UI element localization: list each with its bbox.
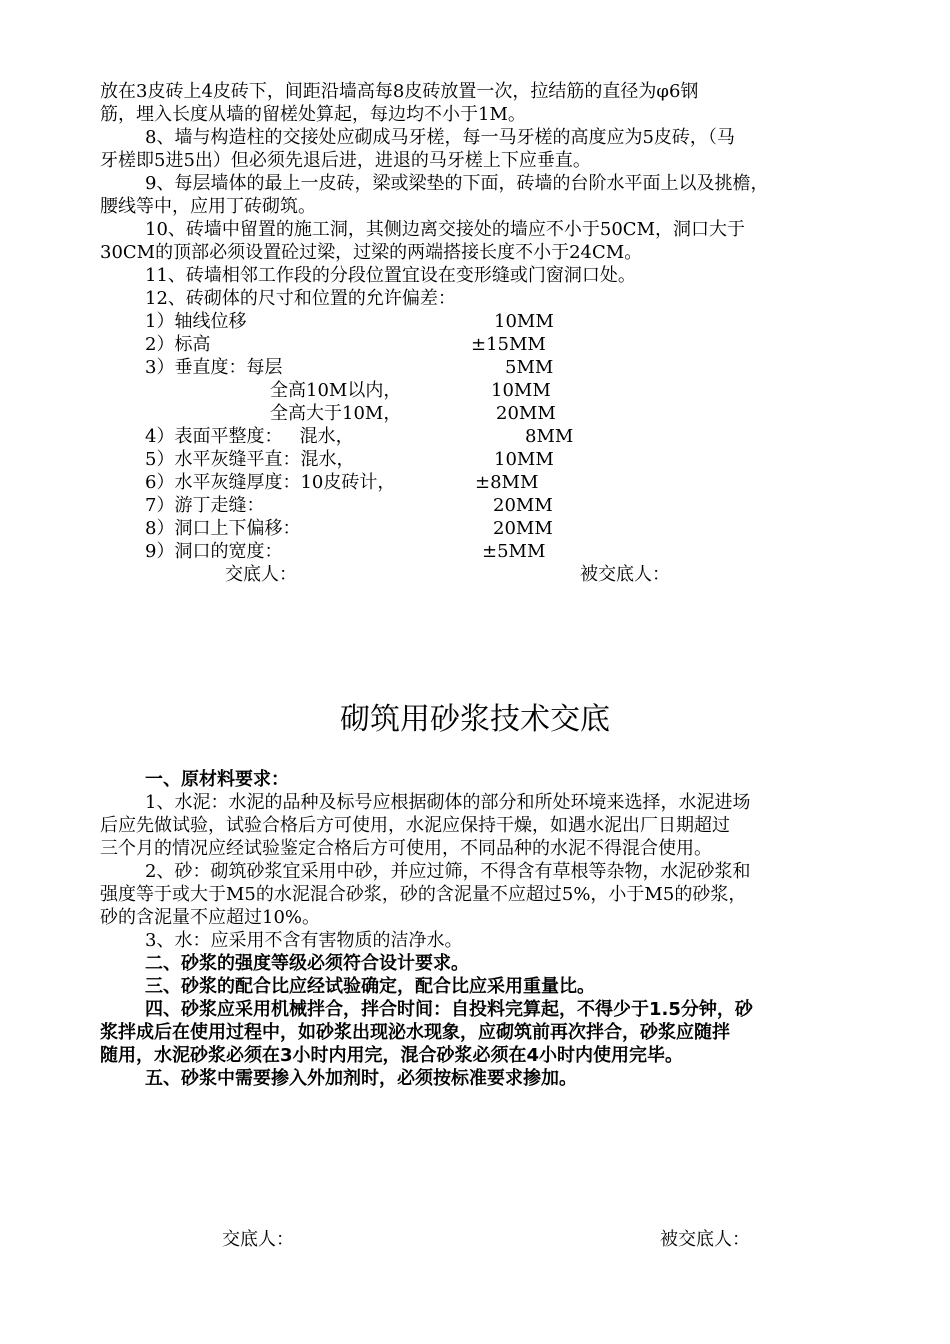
tolerance-label: 2）标高 — [145, 334, 211, 355]
paragraph-line: 腰线等中，应用丁砖砌筑。 — [100, 196, 316, 217]
paragraph-line: 牙槎即5进5出）但必须先退后进，进退的马牙槎上下应垂直。 — [100, 150, 591, 171]
tolerance-label: 8）洞口上下偏移： — [145, 518, 301, 539]
paragraph-line: 10、砖墙中留置的施工洞，其侧边离交接处的墙应不小于50CM，洞口大于 — [145, 219, 746, 240]
paragraph-line: 9、每层墙体的最上一皮砖，梁或梁垫的下面，砖墙的台阶水平面上以及挑檐， — [145, 173, 769, 194]
tolerance-value: 20MM — [493, 518, 553, 539]
paragraph-line: 12、砖砌体的尺寸和位置的允许偏差： — [145, 288, 456, 309]
tolerance-value: 10MM — [494, 449, 554, 470]
tolerance-value: ±8MM — [475, 472, 539, 493]
paragraph-line: 三个月的情况应经试验鉴定合格后方可使用，不同品种的水泥不得混合使用。 — [100, 838, 712, 859]
tolerance-value: 8MM — [525, 426, 574, 447]
tolerance-value: 10MM — [494, 311, 554, 332]
tolerance-value: 20MM — [496, 403, 556, 424]
bold-line: 五、砂浆中需要掺入外加剂时，必须按标准要求掺加。 — [145, 1068, 577, 1089]
receiver-label: 被交底人： — [660, 1229, 750, 1250]
signer-label: 交底人： — [225, 564, 297, 585]
paragraph-line: 后应先做试验，试验合格后方可使用，水泥应保持干燥，如遇水泥出厂日期超过 — [100, 815, 730, 836]
receiver-label: 被交底人： — [580, 564, 670, 585]
tolerance-label: 1）轴线位移 — [145, 311, 247, 332]
tolerance-label: 7）游丁走缝： — [145, 495, 265, 516]
bold-line: 四、砂浆应采用机械拌合，拌合时间：自投料完算起，不得少于1.5分钟，砂 — [145, 999, 753, 1020]
tolerance-value: 20MM — [493, 495, 553, 516]
signer-label: 交底人： — [222, 1229, 294, 1250]
paragraph-line: 放在3皮砖上4皮砖下，间距沿墙高每8皮砖放置一次，拉结筋的直径为φ6钢 — [100, 81, 699, 102]
bold-line: 二、砂浆的强度等级必须符合设计要求。 — [145, 953, 469, 974]
tolerance-label: 全高大于10M， — [270, 403, 402, 424]
paragraph-line: 30CM的顶部必须设置砼过梁，过梁的两端搭接长度不小于24CM。 — [100, 242, 643, 263]
section-heading: 一、原材料要求： — [145, 769, 289, 790]
tolerance-value: 10MM — [491, 380, 551, 401]
tolerance-label: 9）洞口的宽度： — [145, 541, 283, 562]
paragraph-line: 8、墙与构造柱的交接处应砌成马牙槎，每一马牙槎的高度应为5皮砖，（马 — [145, 127, 735, 148]
bold-line: 随用，水泥砂浆必须在3小时内用完，混合砂浆必须在4小时内使用完毕。 — [100, 1045, 684, 1066]
paragraph-line: 11、砖墙相邻工作段的分段位置宜设在变形缝或门窗洞口处。 — [145, 265, 636, 286]
tolerance-label: 5）水平灰缝平直：混水， — [145, 449, 355, 470]
section-title: 砌筑用砂浆技术交底 — [340, 702, 610, 737]
paragraph-line: 2、砂：砌筑砂浆宜采用中砂，并应过筛，不得含有草根等杂物，水泥砂浆和 — [145, 861, 751, 882]
bold-line: 三、砂浆的配合比应经试验确定，配合比应采用重量比。 — [145, 976, 595, 997]
tolerance-value: 5MM — [505, 357, 554, 378]
paragraph-line: 1、水泥：水泥的品种及标号应根据砌体的部分和所处环境来选择，水泥进场 — [145, 792, 751, 813]
bold-line: 浆拌成后在使用过程中，如砂浆出现泌水现象，应砌筑前再次拌合，砂浆应随拌 — [100, 1022, 730, 1043]
paragraph-line: 筋，埋入长度从墙的留槎处算起，每边均不小于1M。 — [100, 104, 526, 125]
paragraph-line: 砂的含泥量不应超过10%。 — [100, 907, 321, 928]
paragraph-line: 强度等于或大于M5的水泥混合砂浆，砂的含泥量不应超过5%，小于M5的砂浆， — [100, 884, 747, 905]
paragraph-line: 3、水：应采用不含有害物质的洁净水。 — [145, 930, 463, 951]
tolerance-label: 4）表面平整度： 混水， — [145, 426, 354, 447]
tolerance-label: 6）水平灰缝厚度：10皮砖计， — [145, 472, 396, 493]
tolerance-label: 全高10M以内， — [270, 380, 402, 401]
tolerance-label: 3）垂直度：每层 — [145, 357, 283, 378]
tolerance-value: ±15MM — [471, 334, 546, 355]
tolerance-value: ±5MM — [482, 541, 546, 562]
